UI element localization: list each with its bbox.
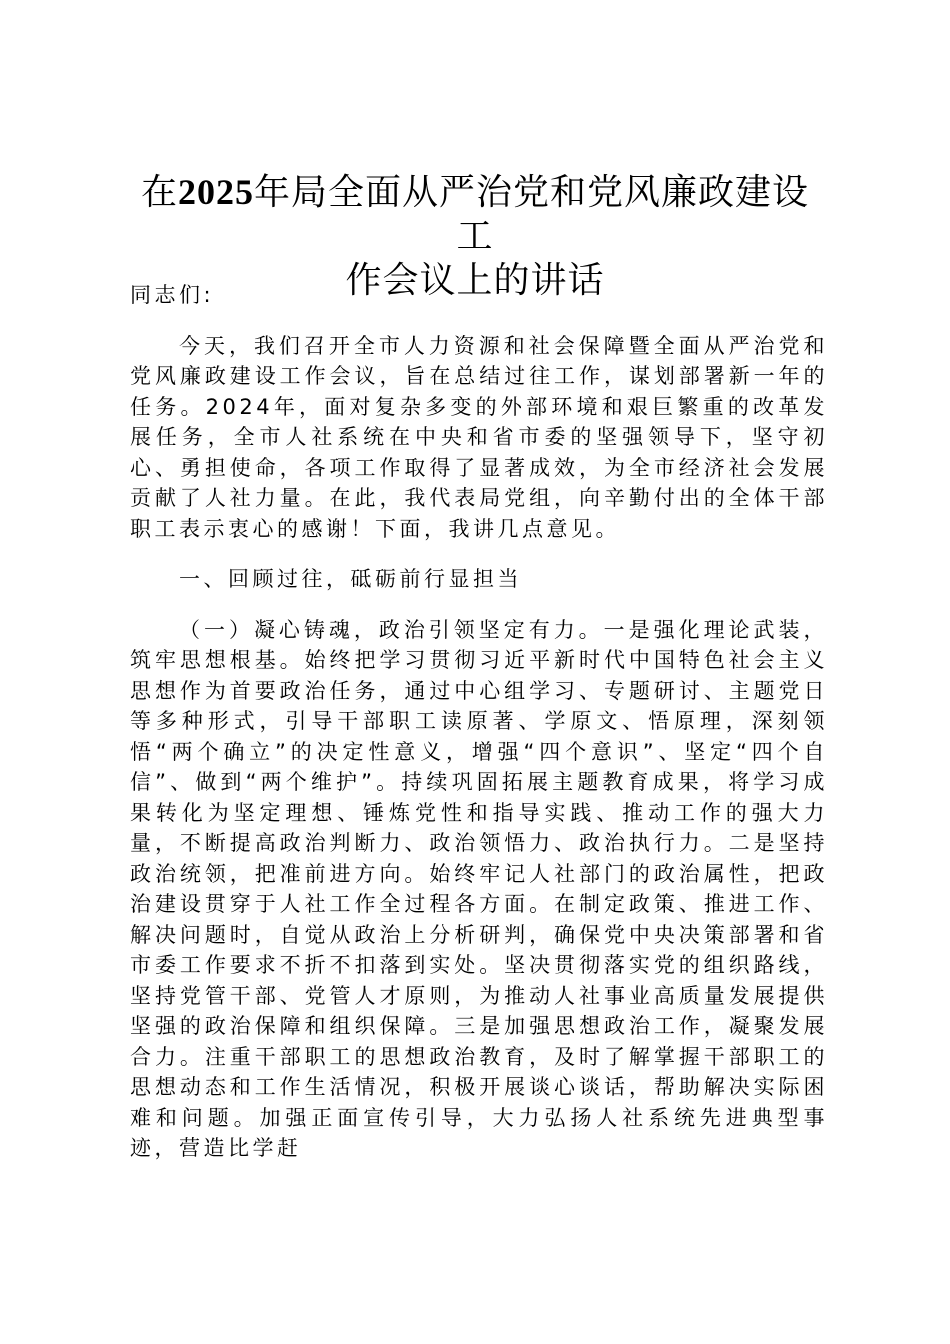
paragraph-intro: 今天，我们召开全市人力资源和社会保障暨全面从严治党和党风廉政建设工作会议，旨在总结过往工作，谋划部署新一年的任务。2024年，面对复杂多变的外部环境和艰巨繁重的改革发展任务，全市人社系统在中央和省市委的坚强领导下，坚守初心、勇担使命，各项工作取得了显著成效，为全市经济社会发展贡献了人社力量。在此，我代表局党组，向辛勤付出的全体干部职工表示衷心的感谢！下面，我讲几点意见。 bbox=[130, 333, 828, 541]
salutation: 同志们: bbox=[130, 283, 215, 307]
title-line-1 bbox=[130, 170, 820, 259]
title-prefix: 在 bbox=[140, 172, 178, 213]
title-year: 2025 bbox=[178, 172, 254, 212]
section-heading-1: 一、回顾过往，砥砺前行显担当 bbox=[179, 567, 522, 591]
paragraph-section-1-1: （一）凝心铸魂，政治引领坚定有力。一是强化理论武装，筑牢思想根基。始终把学习贯彻习近平新时代中国特色社会主义思想作为首要政治任务，通过中心组学习、专题研讨、主题党日等多种形式，引导干部职工读原著、学原文、悟原理，深刻领悟“两个确立”的决定性意义，增强“四个意识”、坚定“四个自信”、做到“两个维护”。持续巩固拓展主题教育成果，将学习成果转化为坚定理想、锤炼党性和指导实践、推动工作的强大力量，不断提高政治判断力、政治领悟力、政治执行力。二是坚持政治统领，把准前进方向。始终牢记人社部门的政治属性，把政治建设贯穿于人社工作全过程各方面。在制定政策、推进工作、解决问题时，自觉从政治上分析研判，确保党中央决策部署和省市委工作要求不折不扣落到实处。坚决贯彻落实党的组织路线，坚持党管干部、党管人才原则，为推动人社事业高质量发展提供坚强的政治保障和组织保障。三是加强思想政治工作，凝聚发展合力。注重干部职工的思想政治教育，及时了解掌握干部职工的思想动态和工作生活情况，积极开展谈心谈话，帮助解决实际困难和问题。加强正面宣传引导，大力弘扬人社系统先进典型事迹，营造比学赶 bbox=[130, 617, 828, 1160]
title-line-1-rest: 年局全面从严治党和党风廉政建设工 bbox=[254, 172, 810, 257]
document-body bbox=[130, 280, 828, 1164]
title-line-2: 作会议上的讲话 bbox=[345, 260, 605, 301]
